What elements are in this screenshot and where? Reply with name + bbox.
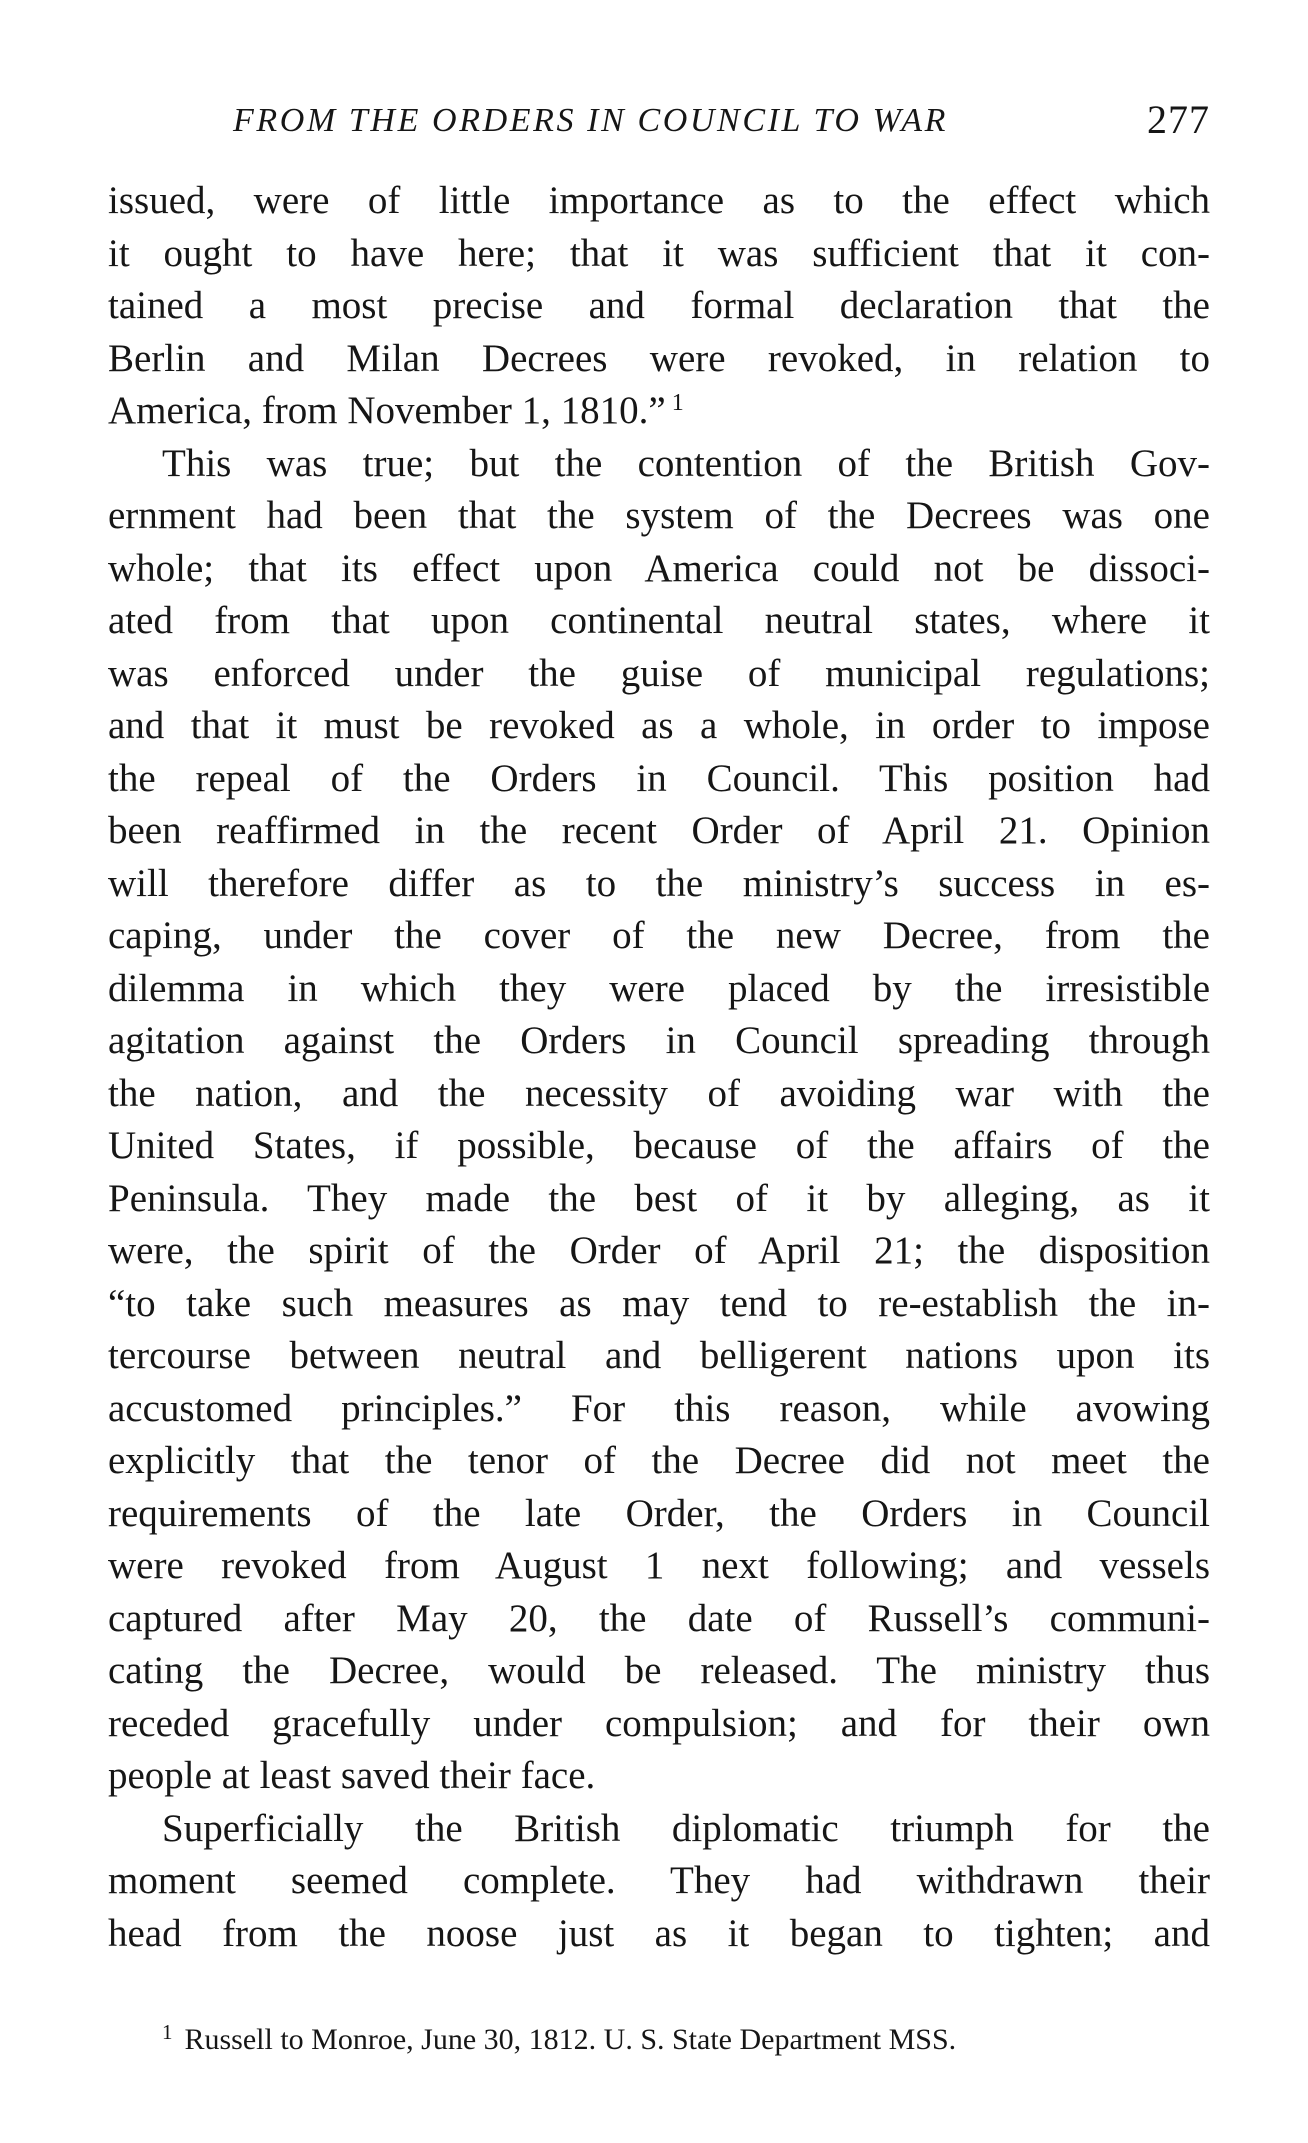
- text-line-content: America, from November 1, 1810.”: [108, 389, 666, 432]
- text-line: captured after May 20, the date of Russell’s communi-: [108, 1596, 1210, 1640]
- text-line: ernment had been that the system of the Decrees was one: [108, 494, 1210, 537]
- text-line: been reaffirmed in the recent Order of April 21. Opinion: [108, 809, 1210, 852]
- text-line: tained a most precise and formal declaration that the: [108, 284, 1210, 327]
- text-line: were, the spirit of the Order of April 21; the disposition: [108, 1229, 1210, 1272]
- text-line: whole; that its effect upon America could not be dissoci-: [108, 546, 1210, 590]
- text-line: requirements of the late Order, the Orders in Council: [108, 1491, 1210, 1535]
- body-text: [108, 175, 1210, 1960]
- text-line: explicitly that the tenor of the Decree did not meet the: [108, 1439, 1210, 1482]
- text-line: Berlin and Milan Decrees were revoked, in relation to: [108, 336, 1210, 380]
- text-line: the nation, and the necessity of avoiding war with the: [108, 1071, 1210, 1115]
- footnote-text: Russell to Monroe, June 30, 1812. U. S. State Department MSS.: [184, 2023, 957, 2056]
- text-line: caping, under the cover of the new Decree, from the: [108, 914, 1210, 957]
- running-head: [108, 96, 1210, 146]
- text-line: people at least saved their face.: [108, 1754, 596, 1797]
- text-line: accustomed principles.” For this reason, while avowing: [108, 1386, 1210, 1430]
- text-line: agitation against the Orders in Council spreading through: [108, 1019, 1210, 1062]
- text-line: the repeal of the Orders in Council. This position had: [108, 756, 1210, 800]
- text-line: ated from that upon continental neutral states, where it: [108, 599, 1210, 642]
- page-number: 277: [1147, 97, 1210, 142]
- footnote-marker: 1: [162, 2020, 173, 2044]
- footnote: [162, 2012, 1162, 2060]
- text-line: Superficially the British diplomatic triumph for the: [162, 1806, 1210, 1850]
- text-line: Peninsula. They made the best of it by alleging, as it: [108, 1176, 1210, 1220]
- text-line: tercourse between neutral and belligerent nations upon its: [108, 1334, 1210, 1377]
- text-line: moment seemed complete. They had withdrawn their: [108, 1859, 1210, 1902]
- text-line: receded gracefully under compulsion; and for their own: [108, 1701, 1210, 1745]
- text-line: was enforced under the guise of municipal regulations;: [108, 651, 1210, 695]
- text-line: [108, 385, 1210, 438]
- text-line: issued, were of little importance as to the effect which: [108, 179, 1210, 222]
- text-line: dilemma in which they were placed by the irresistible: [108, 966, 1210, 1010]
- text-line: head from the noose just as it began to tighten; and: [108, 1911, 1210, 1955]
- footnote-reference: 1: [671, 390, 684, 416]
- text-line: it ought to have here; that it was sufficient that it con-: [108, 231, 1210, 275]
- text-line: will therefore differ as to the ministry’s success in es-: [108, 861, 1210, 905]
- text-line: and that it must be revoked as a whole, in order to impose: [108, 704, 1210, 747]
- text-line: cating the Decree, would be released. The ministry thus: [108, 1649, 1210, 1692]
- running-title: FROM THE ORDERS IN COUNCIL TO WAR: [233, 102, 948, 139]
- text-line: “to take such measures as may tend to re-establish the in-: [108, 1281, 1210, 1325]
- text-line: This was true; but the contention of the British Gov-: [162, 441, 1210, 485]
- text-line: were revoked from August 1 next following; and vessels: [108, 1544, 1210, 1587]
- text-line: United States, if possible, because of the affairs of the: [108, 1124, 1210, 1167]
